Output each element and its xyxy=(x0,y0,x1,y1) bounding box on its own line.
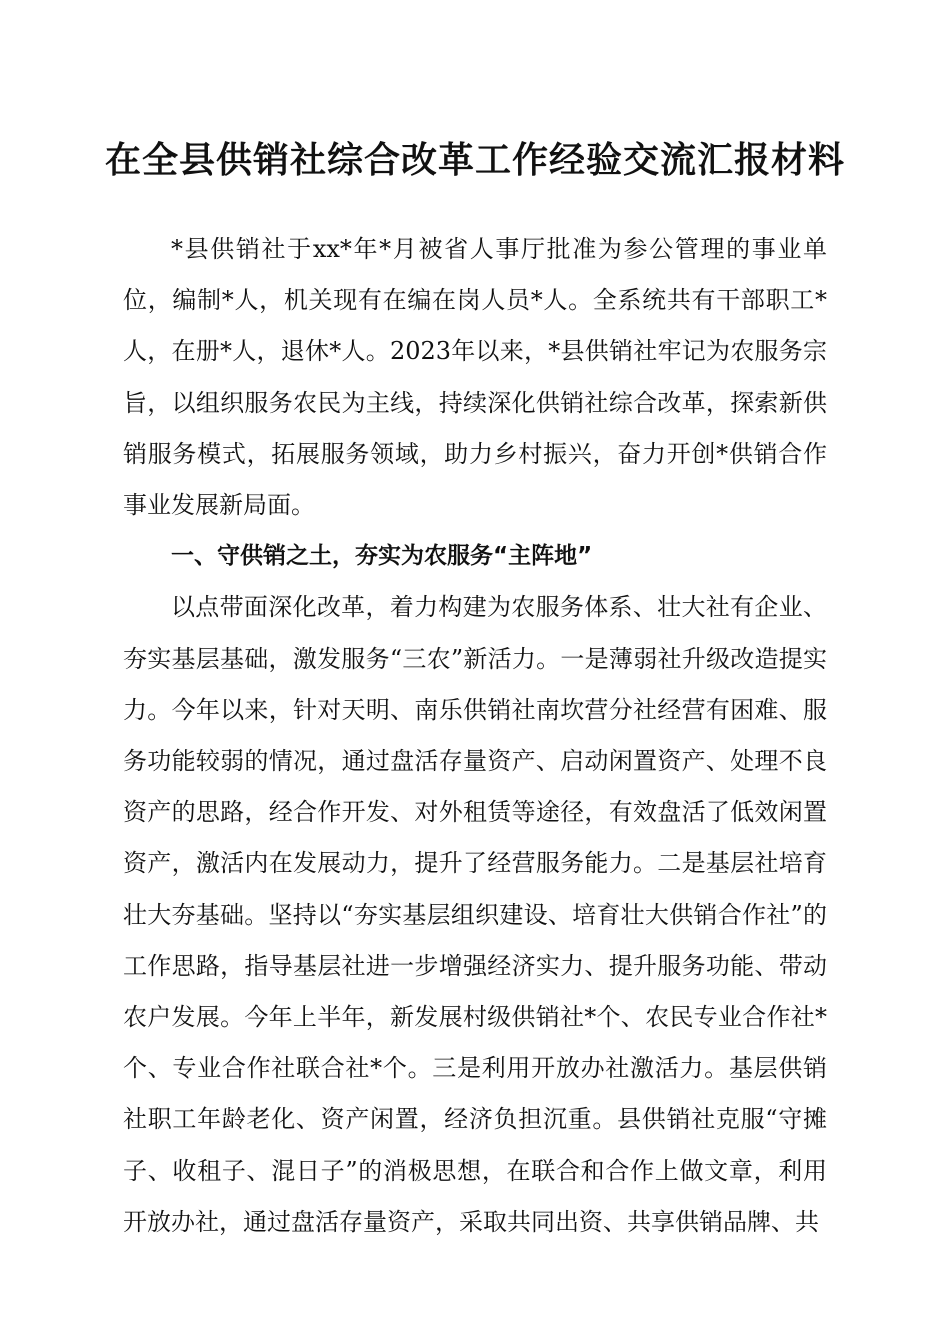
document-body xyxy=(123,224,827,1248)
intro-paragraph: *县供销社于xx*年*月被省人事厅批准为参公管理的事业单位，编制*人，机关现有在编在岗人员*人。全系统共有干部职工*人，在册*人，退休*人。2023年以来，*县供销社牢记为农服务宗旨，以组织服务农民为主线，持续深化供销社综合改革，探索新供销服务模式，拓展服务领域，助力乡村振兴，奋力开创*供销合作事业发展新局面。 xyxy=(123,235,827,520)
section-heading-1: 一、守供销之土，夯实为农服务“主阵地” xyxy=(171,543,593,570)
document-title: 在全县供销社综合改革工作经验交流汇报材料 xyxy=(104,139,845,181)
section-1-paragraph: 以点带面深化改革，着力构建为农服务体系、壮大社有企业、夯实基层基础，激发服务“三农”新活力。一是薄弱社升级改造提实力。今年以来，针对天明、南乐供销社南坎营分社经营有困难、服务功能较弱的情况，通过盘活存量资产、启动闲置资产、处理不良资产的思路，经合作开发、对外租赁等途径，有效盘活了低效闲置资产，激活内在发展动力，提升了经营服务能力。二是基层社培育壮大夯基础。坚持以“夯实基层组织建设、培育壮大供销合作社”的工作思路，指导基层社进一步增强经济实力、提升服务功能、带动农户发展。今年上半年，新发展村级供销社*个、农民专业合作社*个、专业合作社联合社*个。三是利用开放办社激活力。基层供销社职工年龄老化、资产闲置，经济负担沉重。县供销社克服“守摊子、收租子、混日子”的消极思想，在联合和合作上做文章，利用开放办社，通过盘活存量资产，采取共同出资、共享供销品牌、共 xyxy=(123,593,827,1236)
